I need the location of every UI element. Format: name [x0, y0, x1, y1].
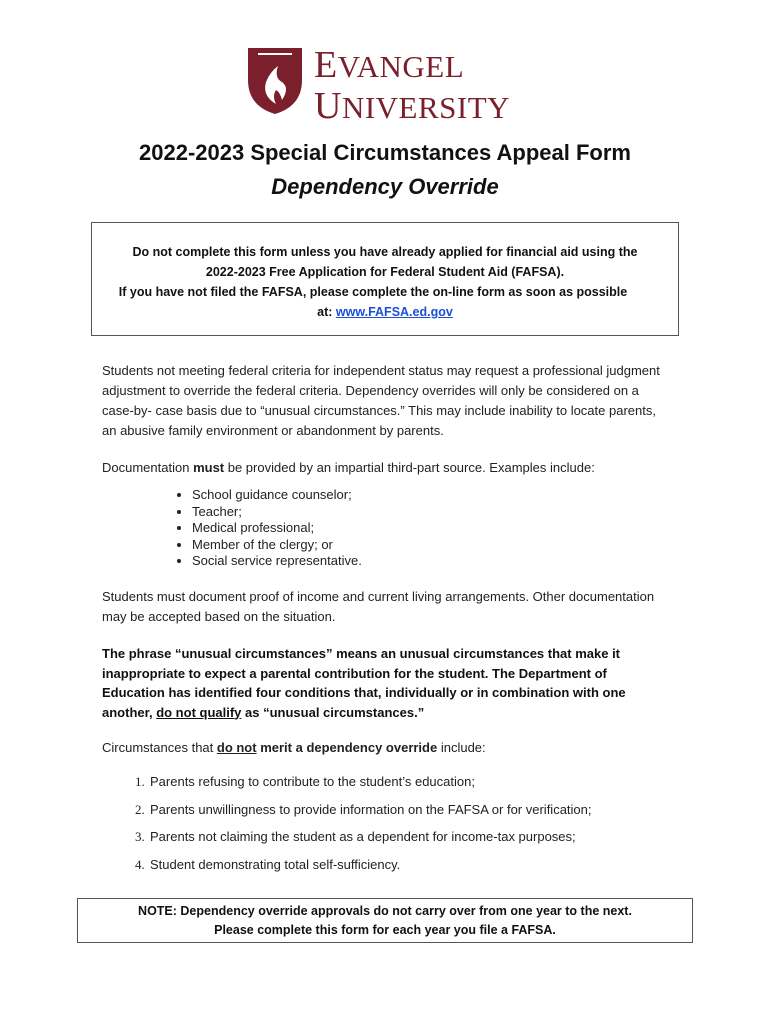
list-item: 4. Student demonstrating total self-sufficiency.: [148, 851, 592, 879]
logo-word-university: NIVERSITY: [341, 90, 511, 125]
evangel-university-logo: [246, 42, 511, 127]
non-qualifying-list: [124, 768, 592, 878]
flame-shield-icon: [246, 44, 304, 116]
notice-line-2: 2022-2023 Free Application for Federal Student Aid (FAFSA).: [205, 265, 565, 279]
circumstances-text-after: include:: [437, 740, 486, 755]
notice-line-3: If you have not filed the FAFSA, please complete the on-line form as soon as possible: [118, 285, 628, 299]
paragraph-documentation: [102, 458, 662, 478]
notice-line-1: Do not complete this form unless you have already applied for financial aid using the: [132, 245, 638, 259]
notice-line-4: [92, 305, 678, 319]
list-item: • Member of the clergy; or: [192, 537, 362, 554]
page-subtitle: Dependency Override: [271, 174, 499, 199]
list-item: 1. Parents refusing to contribute to the student’s education;: [148, 768, 592, 796]
do-not-emphasis: do not: [216, 740, 257, 755]
documentation-text-after: be provided by an impartial third-part source. Examples include:: [224, 460, 595, 475]
unusual-text-after: as “unusual circumstances.”: [241, 704, 425, 720]
note-line-1: NOTE: Dependency override approvals do not carry over from one year to the next.: [138, 904, 632, 918]
list-item: • School guidance counselor;: [192, 487, 362, 504]
paragraph-independent-status: Students not meeting federal criteria for independent status may request a professional judgment adjustment to override the federal criteria. Dependency overrides will only be considered on a case-by- case basis due to “unusual circumstances.” This may include inability to locate parents, an abusive family environment or abandonment by parents.: [102, 363, 660, 438]
circumstances-text-before: Circumstances that: [102, 740, 217, 755]
documentation-must: must: [193, 460, 225, 475]
do-not-qualify: do not qualify: [156, 704, 242, 720]
logo-word-evangel: VANGEL: [337, 49, 465, 84]
logo-cap-e: E: [314, 44, 338, 86]
notice-link-prefix: at:: [317, 305, 336, 319]
fafsa-link[interactable]: www.FAFSA.ed.gov: [335, 305, 453, 319]
documentation-text-before: Documentation: [102, 460, 194, 475]
list-item: • Teacher;: [192, 504, 362, 521]
list-item: • Social service representative.: [192, 553, 362, 570]
note-line-2: Please complete this form for each year you file a FAFSA.: [214, 923, 556, 937]
examples-list: [168, 487, 362, 570]
paragraph-proof-of-income: Students must document proof of income and current living arrangements. Other documentation may be accepted based on the situation.: [102, 589, 655, 624]
list-item: 2. Parents unwillingness to provide information on the FAFSA or for verification;: [148, 796, 592, 824]
note-box: [77, 898, 693, 943]
list-item: • Medical professional;: [192, 520, 362, 537]
merit-override: merit a dependency override: [256, 740, 438, 755]
paragraph-circumstances-intro: [102, 738, 662, 758]
logo-cap-u: U: [314, 85, 342, 127]
page-title: 2022-2023 Special Circumstances Appeal Form: [139, 140, 631, 165]
unusual-text-before: The phrase “unusual circumstances” means an unusual circumstances that make it inappropriate to expect a parental contribution for the student. The Department of Education has identified four conditions that, individually or in combination with one another,: [102, 646, 626, 720]
list-item: 3. Parents not claiming the student as a dependent for income-tax purposes;: [148, 823, 592, 851]
paragraph-unusual-circumstances: [102, 644, 662, 722]
notice-box: [91, 222, 679, 336]
